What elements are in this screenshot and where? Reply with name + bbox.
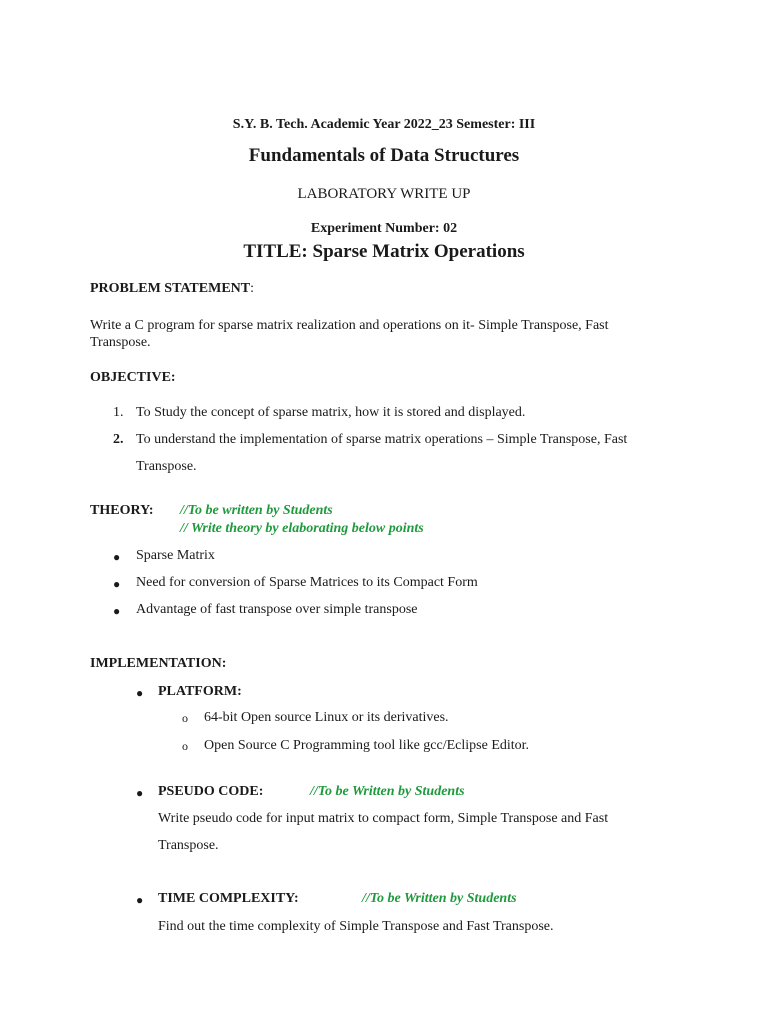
problem-statement-line-2: Transpose. xyxy=(90,335,151,350)
bullet-icon: ● xyxy=(113,577,121,591)
theory-note-1: //To be written by Students xyxy=(180,503,333,518)
bullet-icon: ● xyxy=(136,686,144,700)
academic-year-line: S.Y. B. Tech. Academic Year 2022_23 Semester: III xyxy=(232,117,536,132)
objective-item-1-text: To Study the concept of sparse matrix, how it is stored and displayed. xyxy=(136,405,526,420)
bullet-icon: ● xyxy=(113,550,121,564)
time-complexity-note: //To be Written by Students xyxy=(362,891,517,906)
theory-point-1: Sparse Matrix xyxy=(136,548,215,563)
platform-label: PLATFORM: xyxy=(158,684,242,699)
objective-item-2-text: To understand the implementation of sparse matrix operations – Simple Transpose, Fast xyxy=(136,432,628,447)
pseudo-code-label: PSEUDO CODE: xyxy=(158,784,264,799)
platform-item-2: Open Source C Programming tool like gcc/Eclipse Editor. xyxy=(204,738,530,753)
bullet-icon: ● xyxy=(136,893,144,907)
objective-heading: OBJECTIVE: xyxy=(90,370,176,385)
pseudo-code-line-1: Write pseudo code for input matrix to compact form, Simple Transpose and Fast xyxy=(158,811,609,826)
pseudo-code-note: //To be Written by Students xyxy=(310,784,465,799)
theory-point-3: Advantage of fast transpose over simple transpose xyxy=(136,602,418,617)
objective-item-2-number: 2. xyxy=(113,432,124,447)
problem-statement-label: PROBLEM STATEMENT xyxy=(90,281,251,296)
experiment-number: Experiment Number: 02 xyxy=(310,221,458,236)
theory-note-2: // Write theory by elaborating below points xyxy=(180,521,424,536)
time-complexity-line-1: Find out the time complexity of Simple Transpose and Fast Transpose. xyxy=(158,919,554,934)
objective-item-1-number: 1. xyxy=(113,405,124,420)
sub-bullet-icon: o xyxy=(182,739,188,753)
bullet-icon: ● xyxy=(136,786,144,800)
problem-statement-line-1: Write a C program for sparse matrix realization and operations on it- Simple Transpose, Fast xyxy=(90,318,609,333)
problem-statement-heading xyxy=(90,281,254,297)
pseudo-code-line-2: Transpose. xyxy=(158,838,219,853)
writeup-label: LABORATORY WRITE UP xyxy=(297,186,471,202)
theory-heading: THEORY: xyxy=(90,503,154,518)
bullet-icon: ● xyxy=(113,604,121,618)
sub-bullet-icon: o xyxy=(182,711,188,725)
experiment-title: TITLE: Sparse Matrix Operations xyxy=(243,241,525,262)
course-title: Fundamentals of Data Structures xyxy=(248,145,520,166)
problem-statement-colon: : xyxy=(250,281,255,296)
objective-item-2-text-cont: Transpose. xyxy=(136,459,197,474)
time-complexity-label: TIME COMPLEXITY: xyxy=(158,891,299,906)
implementation-heading: IMPLEMENTATION: xyxy=(90,656,227,671)
theory-point-2: Need for conversion of Sparse Matrices to its Compact Form xyxy=(136,575,478,590)
platform-item-1: 64-bit Open source Linux or its derivatives. xyxy=(204,710,449,725)
